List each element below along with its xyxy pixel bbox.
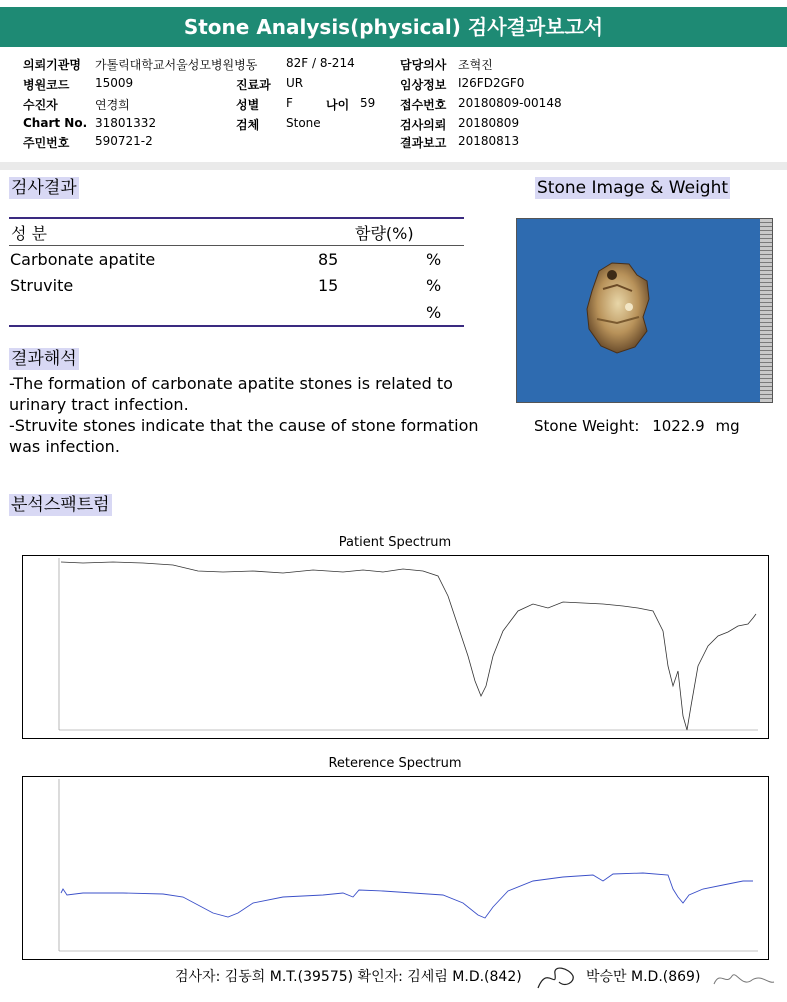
info-hospital-code-value: 15009: [95, 76, 134, 90]
info-doctor-value: 조혁진: [458, 58, 493, 72]
interpretation-line: -Struvite stones indicate that the cause of stone formation was infection.: [9, 416, 479, 456]
info-label: 병원코드: [23, 78, 70, 92]
results-heading: 검사결과: [11, 178, 77, 198]
info-chart-no-value: 31801332: [95, 116, 157, 130]
info-label: 검사의뢰: [400, 118, 447, 132]
component-unit: %: [426, 276, 442, 295]
info-label: 임상정보: [400, 78, 447, 92]
component-unit: %: [426, 303, 442, 322]
reference-spectrum-chart: [22, 776, 769, 960]
info-label: 수진자: [23, 98, 58, 112]
info-clinical-value: I26FD2GF0: [458, 76, 525, 90]
info-hospital-value: 가톨릭대학교서울성모병원병동: [95, 58, 258, 72]
info-department-value: UR: [286, 76, 304, 90]
info-label: 주민번호: [23, 136, 70, 150]
info-label: 나이: [326, 98, 350, 112]
reference-spectrum-plot: [23, 777, 768, 959]
component-name: Carbonate apatite: [10, 250, 156, 269]
interpretation-heading: 결과해석: [11, 349, 77, 369]
info-specimen-value: Stone: [286, 116, 321, 130]
info-chart-no: [23, 116, 87, 130]
inspector-text: 검사자: 김동희 M.T.(39575) 확인자: 김세림 M.D.(842): [175, 969, 522, 985]
stone-photo: [516, 218, 773, 403]
info-label: 진료과: [236, 78, 271, 92]
info-hospital-code: [23, 76, 69, 93]
component-name: Struvite: [10, 276, 74, 295]
reference-spectrum-title: Reterence Spectrum: [328, 756, 462, 771]
patient-spectrum-line: [61, 562, 756, 730]
patient-spectrum-chart: [22, 555, 769, 739]
interpretation-text: [9, 373, 484, 457]
signature-mark-2: [708, 964, 778, 994]
info-age: [326, 96, 349, 113]
info-sex: [236, 96, 259, 113]
reference-spectrum-line: [61, 873, 753, 918]
component-value: 85: [318, 250, 339, 269]
stone-weight-line: [534, 417, 740, 435]
info-resident-no: [23, 134, 69, 151]
info-specimen: [236, 116, 259, 133]
component-value: 15: [318, 276, 339, 295]
info-label: 접수번호: [400, 98, 447, 112]
info-department: [236, 76, 271, 93]
table-bottom-rule: [9, 325, 464, 327]
col-content-header: 함량(%): [355, 224, 414, 243]
spectrum-heading: 분석스팩트럼: [11, 495, 110, 515]
info-label: 결과보고: [400, 136, 447, 150]
section-separator: [0, 162, 787, 170]
stone-weight-value: 1022.9: [652, 417, 705, 435]
info-report-date-value: 20180813: [458, 134, 520, 148]
info-doctor: [400, 56, 446, 73]
info-hospital: [23, 56, 81, 73]
stone-heading: Stone Image & Weight: [537, 178, 729, 198]
stone-illustration: [517, 219, 772, 402]
stone-weight-label: Stone Weight:: [534, 417, 640, 435]
info-label: Chart No.: [23, 116, 88, 130]
table-header-rule: [9, 245, 464, 246]
patient-spectrum-plot: [23, 556, 768, 738]
scale-ruler: [760, 219, 772, 402]
info-age-value: 59: [360, 96, 376, 110]
stone-weight-unit: mg: [715, 417, 740, 435]
info-label: 의뢰기관명: [23, 58, 81, 72]
table-top-rule: [9, 217, 464, 219]
info-request-date-value: 20180809: [458, 116, 520, 130]
patient-spectrum-title: Patient Spectrum: [338, 535, 452, 550]
info-patient: [23, 96, 58, 113]
info-label: 담당의사: [400, 58, 447, 72]
info-receipt-no: [400, 96, 446, 113]
signature-mark-1: [535, 960, 580, 994]
info-clinical: [400, 76, 446, 93]
info-label: 검체: [236, 118, 260, 132]
info-sex-value: F: [286, 96, 293, 110]
report-title: Stone Analysis(physical) 검사결과보고서: [0, 7, 787, 47]
info-resident-no-value: 590721-2: [95, 134, 153, 148]
info-ward-value: 82F / 8-214: [286, 56, 355, 70]
interpretation-line: -The formation of carbonate apatite stones is related to urinary tract infection.: [9, 374, 453, 414]
info-report-date: [400, 134, 446, 151]
info-receipt-no-value: 20180809-00148: [458, 96, 562, 110]
info-label: 성별: [236, 98, 260, 112]
info-patient-value: 연경희: [95, 98, 130, 112]
info-request-date: [400, 116, 446, 133]
approver-text: 박승만 M.D.(869): [586, 969, 701, 985]
component-unit: %: [426, 250, 442, 269]
col-component-header: 성 분: [11, 224, 47, 243]
